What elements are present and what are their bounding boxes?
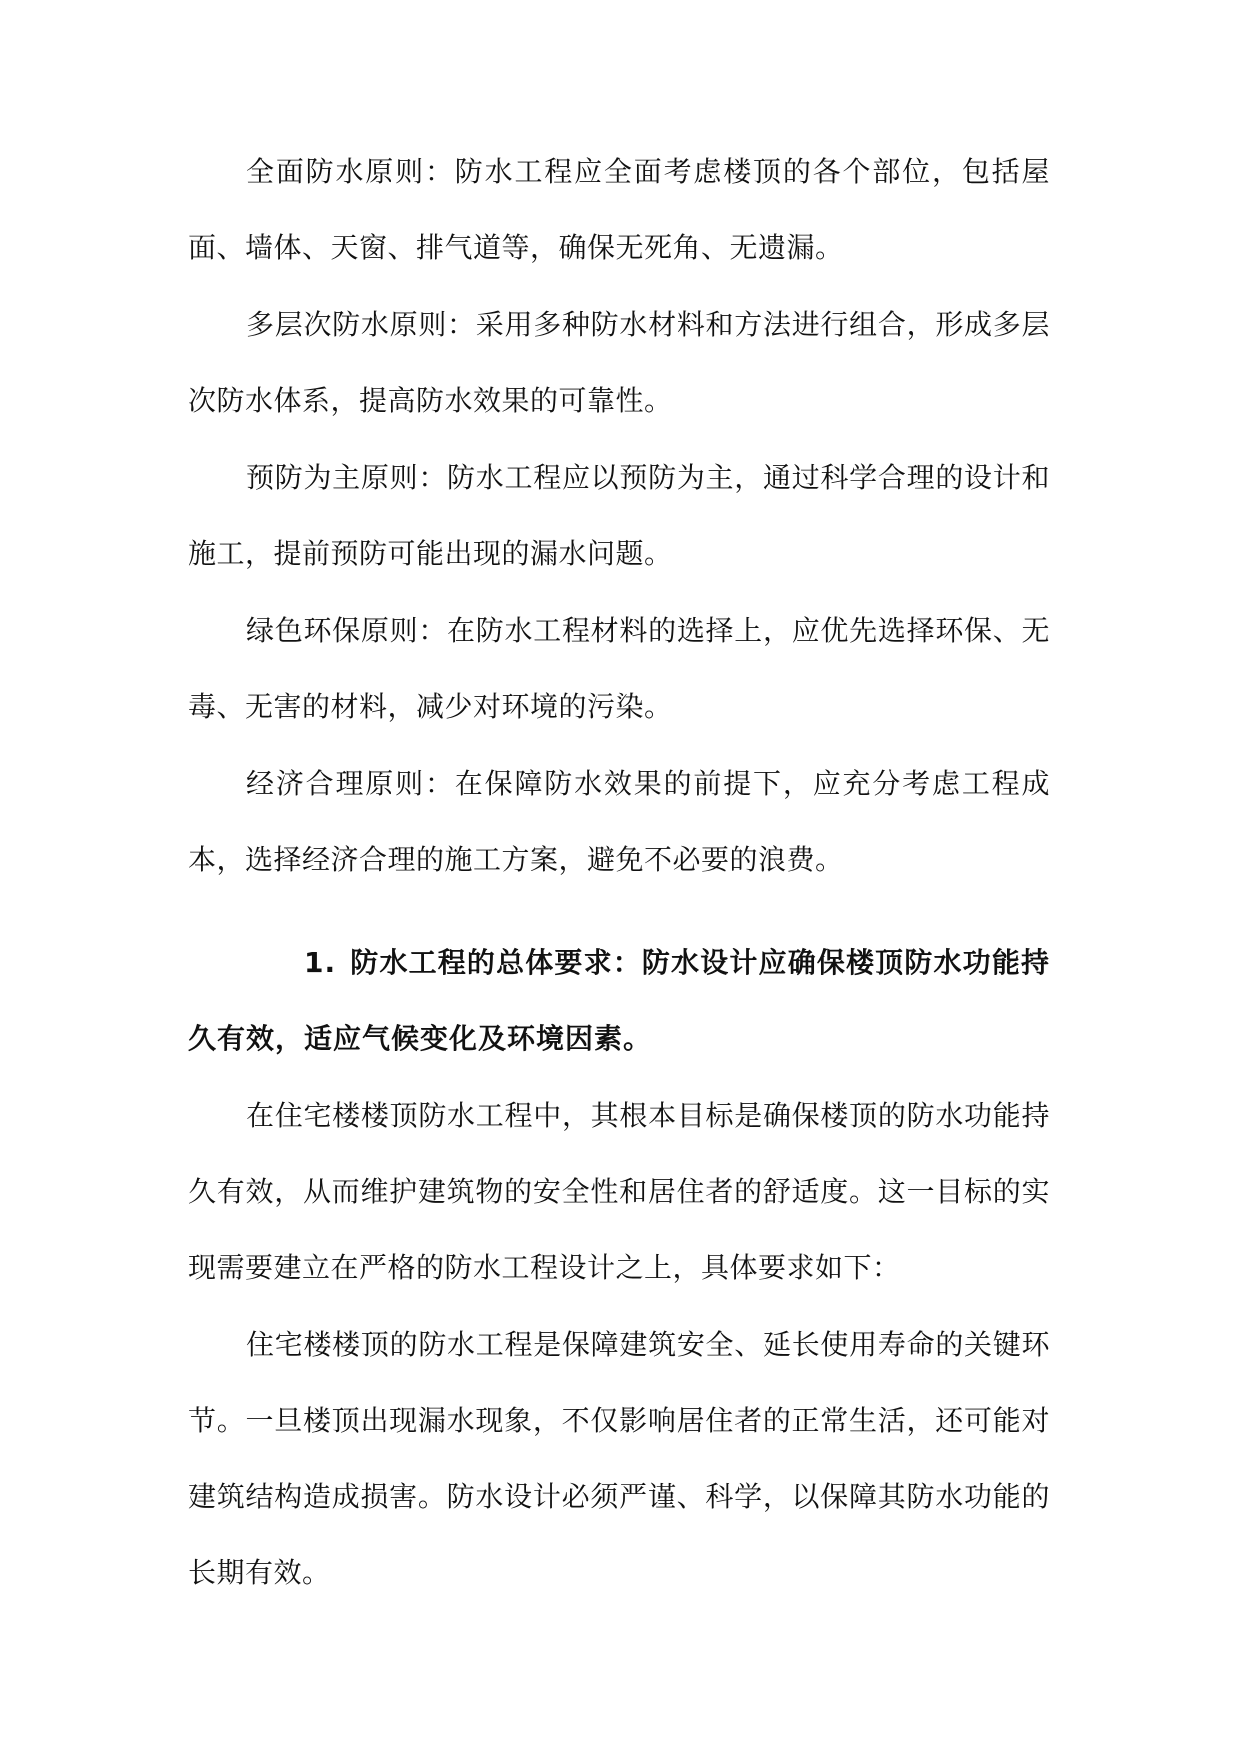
paragraph-economic-principle: 经济合理原则：在保障防水效果的前提下，应充分考虑工程成本，选择经济合理的施工方案，避免不必要的浪费。 [188,767,1050,876]
section-heading [188,925,1050,1077]
paragraph-comprehensive-principle: 全面防水原则：防水工程应全面考虑楼顶的各个部位，包括屋面、墙体、天窗、排气道等，确保无死角、无遗漏。 [188,155,1050,264]
paragraph-goal: 在住宅楼楼顶防水工程中，其根本目标是确保楼顶的防水功能持久有效，从而维护建筑物的安全性和居住者的舒适度。这一目标的实现需要建立在严格的防水工程设计之上，具体要求如下： [188,1099,1050,1284]
paragraph-prevention-principle: 预防为主原则：防水工程应以预防为主，通过科学合理的设计和施工，提前预防可能出现的漏水问题。 [188,461,1050,570]
paragraph-importance: 住宅楼楼顶的防水工程是保障建筑安全、延长使用寿命的关键环节。一旦楼顶出现漏水现象，不仅影响居住者的正常生活，还可能对建筑结构造成损害。防水设计必须严谨、科学，以保障其防水功能的长期有效。 [188,1328,1050,1589]
paragraph-green-principle: 绿色环保原则：在防水工程材料的选择上，应优先选择环保、无毒、无害的材料，减少对环境的污染。 [188,614,1050,723]
heading-text: 防水工程的总体要求：防水设计应确保楼顶防水功能持久有效，适应气候变化及环境因素。 [188,946,1050,1055]
heading-number: 1. [304,946,337,979]
paragraph-multilayer-principle: 多层次防水原则：采用多种防水材料和方法进行组合，形成多层次防水体系，提高防水效果的可靠性。 [188,308,1050,417]
